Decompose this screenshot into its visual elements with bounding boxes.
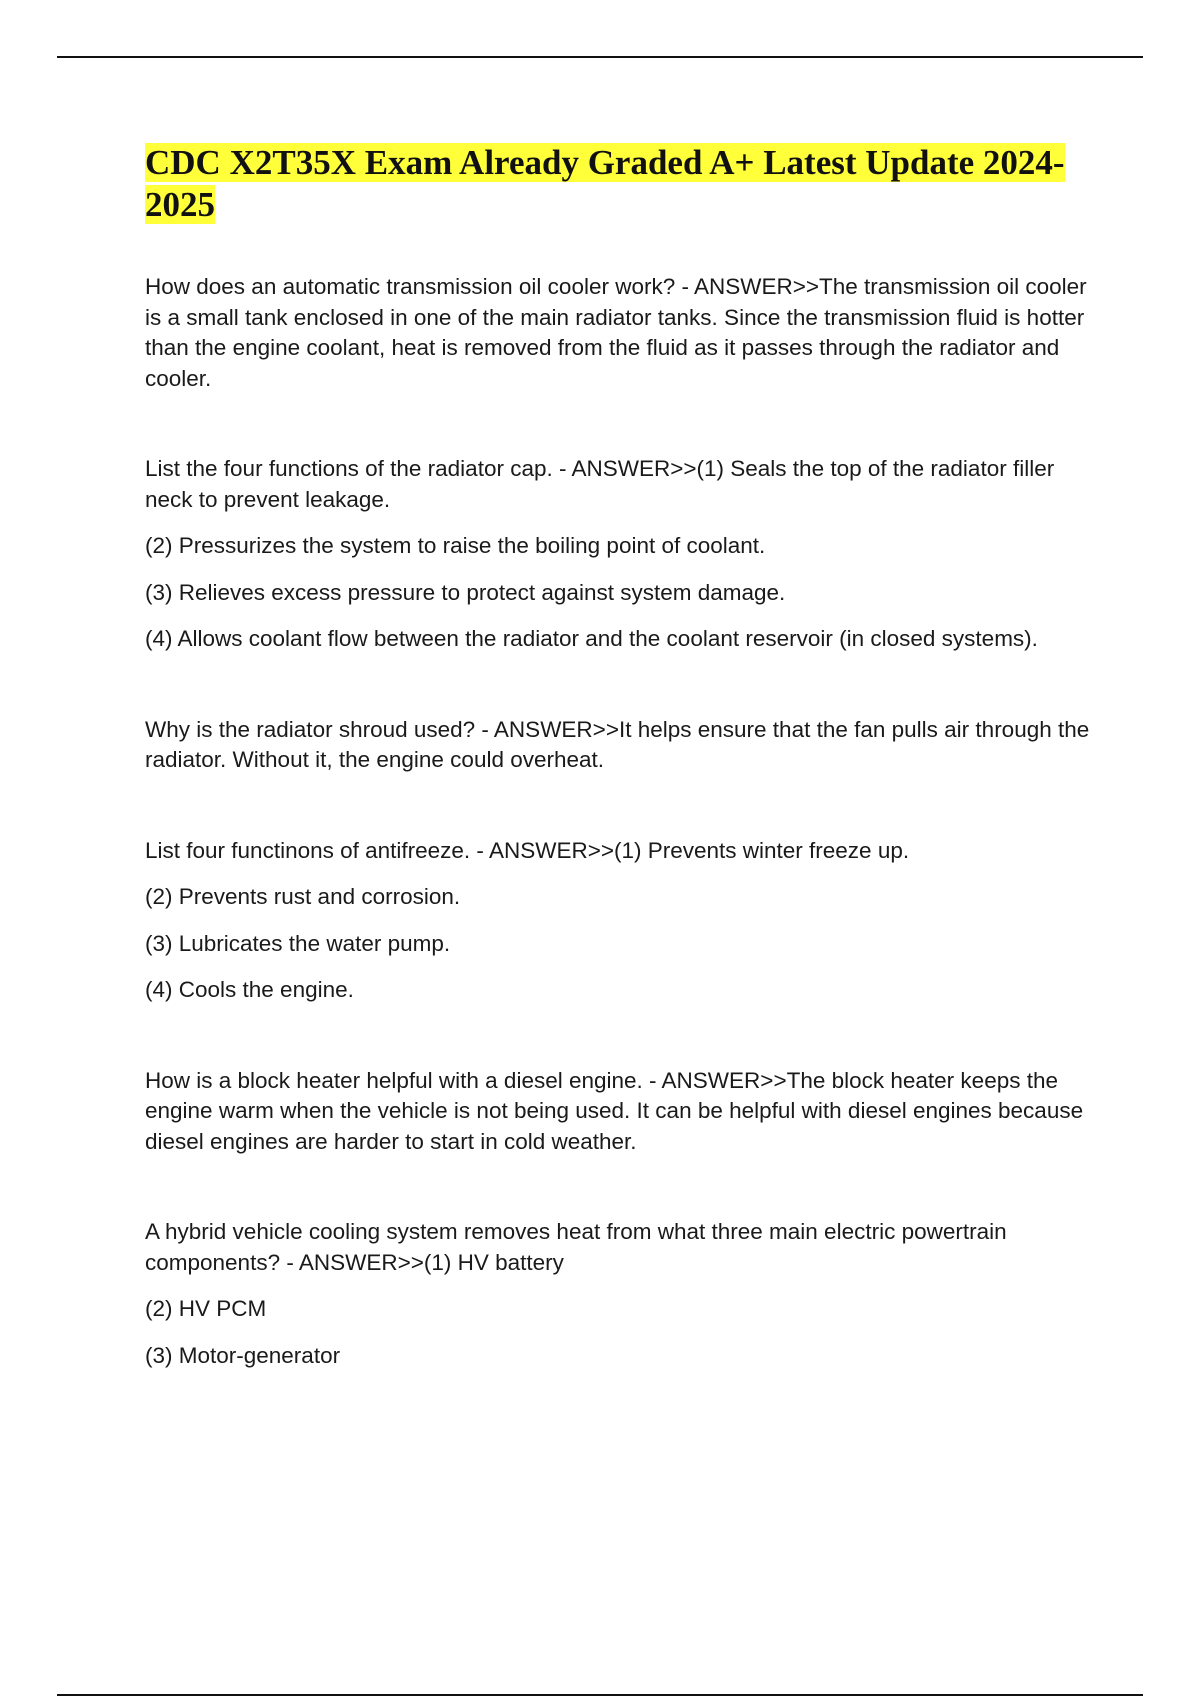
bottom-rule [57, 1694, 1143, 1696]
qa-answer-line: (3) Relieves excess pressure to protect against system damage. [145, 579, 786, 605]
qa-question: How is a block heater helpful with a diesel engine. - ANSWER>>The block heater keeps the engine warm when the vehicle is not being used. It can be helpful with diesel engines because diesel engines are harder to start in cold weather. [145, 1067, 1084, 1154]
qa-question: A hybrid vehicle cooling system removes heat from what three main electric powertrain components? - ANSWER>>(1) HV battery [145, 1219, 1007, 1275]
qa-item-3 [145, 715, 1095, 776]
qa-question: How does an automatic transmission oil cooler work? - ANSWER>>The transmission oil cooler is a small tank enclosed in one of the main radiator tanks. Since the transmission fluid is hotter than the engine coolant, heat is removed from the fluid as it passes through the radiator and cooler. [145, 274, 1087, 391]
qa-question: List the four functions of the radiator cap. - ANSWER>>(1) Seals the top of the radiator filler neck to prevent leakage. [145, 456, 1055, 512]
title-highlight: CDC X2T35X Exam Already Graded A+ Latest Update 2024-2025 [145, 143, 1065, 224]
qa-answer-line: (2) HV PCM [145, 1296, 267, 1321]
qa-answer-line: (3) Motor-generator [145, 1342, 341, 1368]
qa-item-2 [145, 454, 1095, 655]
qa-item-6 [145, 1217, 1095, 1371]
qa-answer-line: (3) Lubricates the water pump. [145, 930, 451, 956]
qa-answer-line: (2) Pressurizes the system to raise the boiling point of coolant. [145, 533, 766, 558]
qa-answer-line: (2) Prevents rust and corrosion. [145, 884, 461, 909]
document-body [145, 142, 1095, 1431]
qa-item-5 [145, 1066, 1095, 1158]
qa-answer-line: (4) Allows coolant flow between the radiator and the coolant reservoir (in closed systems). [145, 626, 1038, 651]
qa-item-4 [145, 836, 1095, 1006]
top-rule [57, 56, 1143, 58]
qa-question: Why is the radiator shroud used? - ANSWER>>It helps ensure that the fan pulls air through the radiator. Without it, the engine could overheat. [145, 716, 1090, 772]
qa-question: List four functinons of antifreeze. - ANSWER>>(1) Prevents winter freeze up. [145, 837, 910, 863]
qa-answer-line: (4) Cools the engine. [145, 977, 354, 1002]
document-title [145, 142, 1095, 226]
qa-item-1 [145, 272, 1095, 394]
